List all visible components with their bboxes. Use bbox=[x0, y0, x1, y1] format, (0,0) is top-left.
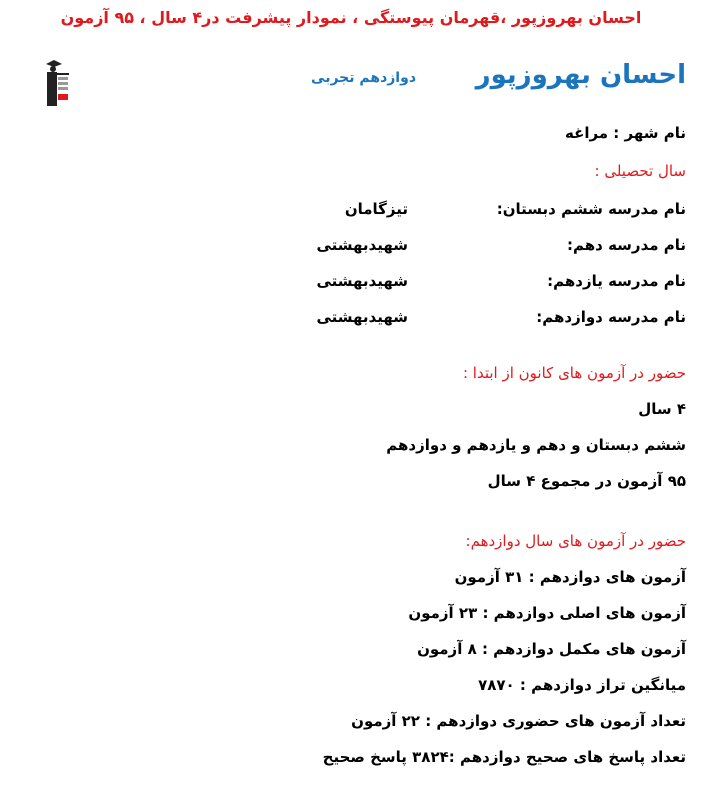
grade12-stat-line: میانگین تراز دوازدهم : ۷۸۷۰ bbox=[478, 676, 686, 694]
school-value: شهیدبهشتی bbox=[316, 236, 408, 254]
school-label: نام مدرسه یازدهم: bbox=[547, 272, 686, 290]
student-grade: دوازدهم تجربی bbox=[311, 70, 416, 86]
student-name: احسان بهروزپور bbox=[475, 60, 686, 90]
school-label: نام مدرسه ششم دبستان: bbox=[496, 200, 686, 218]
school-label: نام مدرسه دوازدهم: bbox=[536, 308, 686, 326]
school-label: نام مدرسه دهم: bbox=[567, 236, 686, 254]
kanoon-attendance-line: ۴ سال bbox=[638, 400, 686, 418]
grade12-stat-line: تعداد آزمون های حضوری دوازدهم : ۲۲ آزمون bbox=[351, 712, 686, 730]
kanoon-attendance-line: ۹۵ آزمون در مجموع ۴ سال bbox=[487, 472, 686, 490]
kanoon-attendance-heading: حضور در آزمون های کانون از ابتدا : bbox=[462, 364, 686, 382]
kanoon-graduate-logo-icon bbox=[44, 58, 70, 108]
grade12-stat-line: آزمون های اصلی دوازدهم : ۲۳ آزمون bbox=[408, 604, 686, 622]
school-value: شهیدبهشتی bbox=[316, 272, 408, 290]
grade12-stat-line: آزمون های دوازدهم : ۳۱ آزمون bbox=[454, 568, 686, 586]
city-line: نام شهر : مراغه bbox=[564, 124, 686, 142]
school-value: شهیدبهشتی bbox=[316, 308, 408, 326]
grade12-stat-line: آزمون های مکمل دوازدهم : ۸ آزمون bbox=[417, 640, 686, 658]
kanoon-attendance-line: ششم دبستان و دهم و یازدهم و دوازدهم bbox=[386, 436, 686, 454]
grade12-attendance-heading: حضور در آزمون های سال دوازدهم: bbox=[465, 532, 686, 550]
page-title: احسان بهروزپور ،قهرمان پیوستگی ، نمودار پیشرفت در۴ سال ، ۹۵ آزمون bbox=[60, 8, 642, 27]
academic-year-label: سال تحصیلی : bbox=[594, 162, 686, 180]
school-value: تیزگامان bbox=[344, 200, 408, 218]
grade12-stat-line: تعداد پاسخ های صحیح دوازدهم :۳۸۲۴ پاسخ صحیح bbox=[322, 748, 686, 766]
